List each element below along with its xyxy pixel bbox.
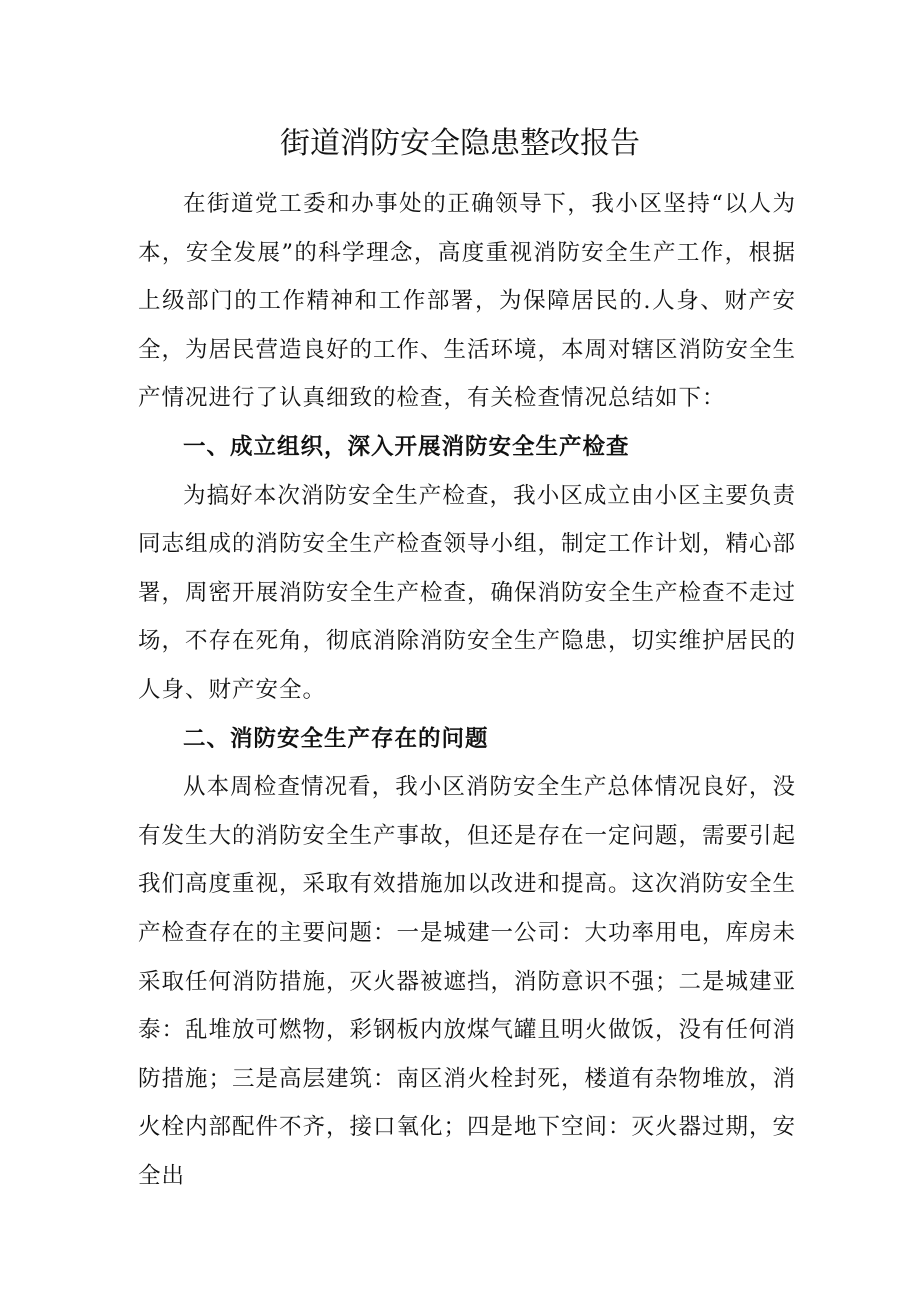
section-1-paragraph: 为搞好本次消防安全生产检查，我小区成立由小区主要负责同志组成的消防安全生产检查领导小组，制定工作计划，精心部署，周密开展消防安全生产检查，确保消防安全生产检查不走过场，不存在死角，彻底消除消防安全生产隐患，切实维护居民的人身、财产安全。	[138, 482, 797, 703]
section-2-heading: 二、消防安全生产存在的问题	[183, 725, 489, 752]
section-1-heading: 一、成立组织，深入开展消防安全生产检查	[183, 433, 630, 460]
section-2-paragraph: 从本周检查情况看，我小区消防安全生产总体情况良好，没有发生大的消防安全生产事故，但还是存在一定问题，需要引起我们高度重视，采取有效措施加以改进和提高。这次消防安全生产检查存在的主要问题：一是城建一公司：大功率用电，库房未采取任何消防措施，灭火器被遮挡，消防意识不强；二是城建亚泰：乱堆放可燃物，彩钢板内放煤气罐且明火做饭，没有任何消防措施；三是高层建筑：南区消火栓封死，楼道有杂物堆放，消火栓内部配件不齐，接口氧化；四是地下空间：灭火器过期，安全出	[138, 774, 797, 1189]
intro-paragraph: 在街道党工委和办事处的正确领导下，我小区坚持“以人为本，安全发展”的科学理念，高度重视消防安全生产工作，根据上级部门的工作精神和工作部署，为保障居民的.人身、财产安全，为居民营造良好的工作、生活环境，本周对辖区消防安全生产情况进行了认真细致的检查，有关检查情况总结如下：	[138, 191, 797, 412]
document-body	[138, 180, 796, 1200]
document-title: 街道消防安全隐患整改报告	[280, 126, 640, 161]
